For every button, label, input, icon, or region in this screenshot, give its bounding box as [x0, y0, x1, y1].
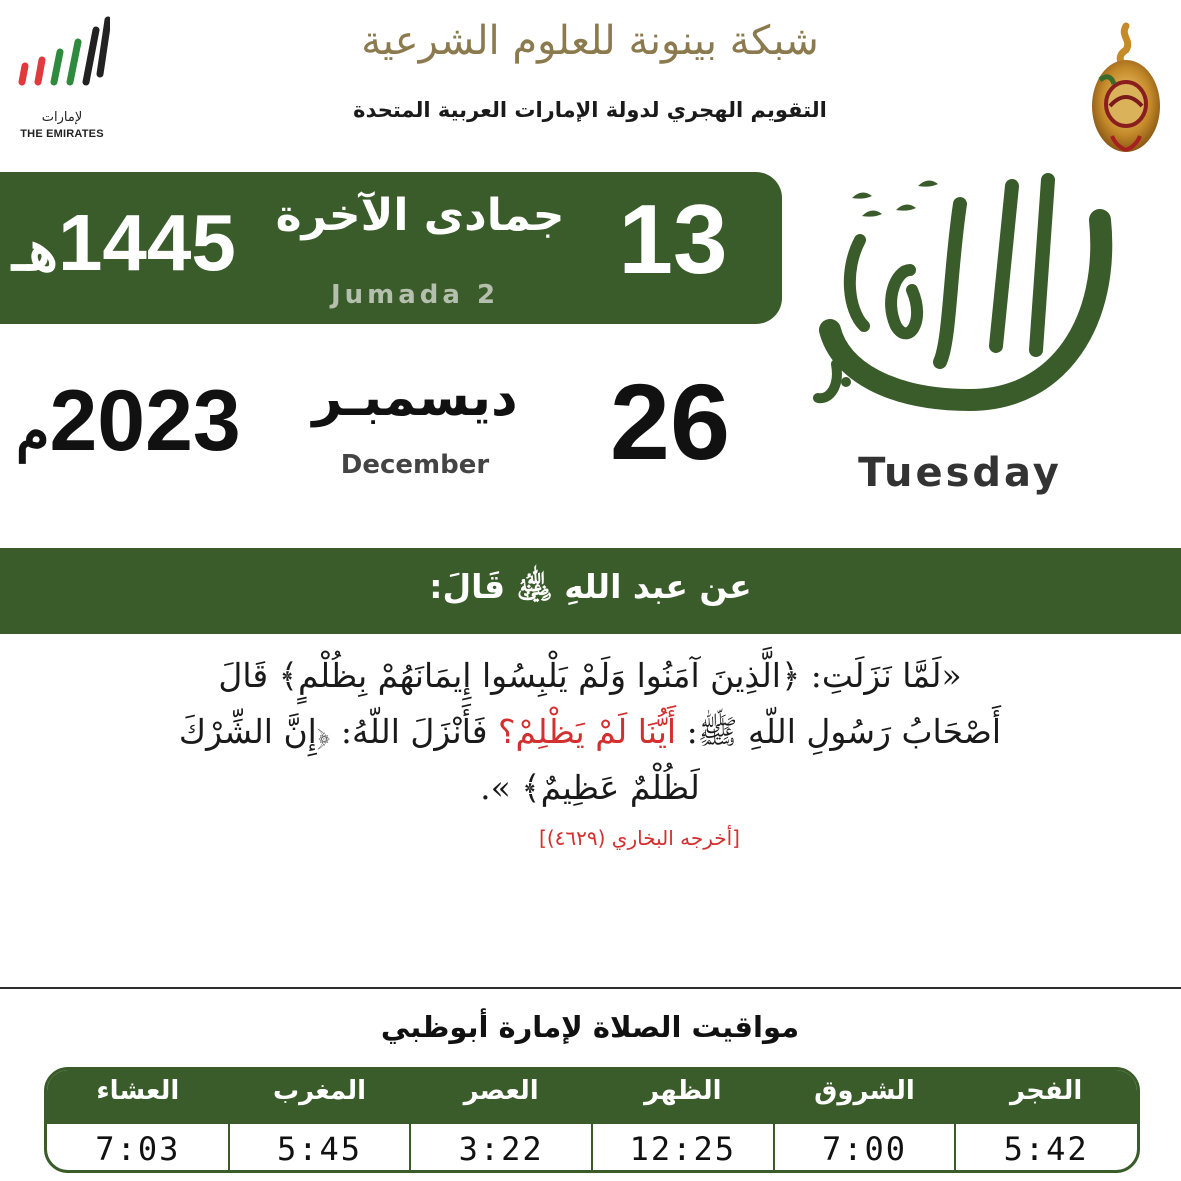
- prayer-time: 7:00: [821, 1130, 908, 1168]
- prayer-name: الفجر: [1010, 1076, 1083, 1106]
- hijri-day: 13: [618, 184, 728, 294]
- prayer-column: [774, 1070, 956, 1170]
- hijri-year-block: [12, 198, 252, 287]
- emirates-bars-icon: [14, 16, 110, 86]
- hadith-narrator: عن عبد اللهِ ﵁ قَالَ:: [429, 567, 752, 606]
- prayer-name: العصر: [463, 1076, 539, 1106]
- emirates-logo-english: THE EMIRATES: [20, 128, 104, 140]
- prayer-column: [410, 1070, 592, 1170]
- gregorian-year-block: [16, 373, 256, 469]
- gregorian-month-arabic: ديسمبـر: [312, 368, 518, 428]
- weekday-english: Tuesday: [858, 450, 1062, 496]
- hijri-year: 1445: [57, 198, 236, 287]
- gregorian-suffix: م: [16, 402, 50, 462]
- hadith-segment: «لَمَّا نَزَلَتِ: ﴿الَّذِينَ آمَنُوا وَلَمْ يَلْبِسُوا إِيمَانَهُمْ بِظُلْمٍ﴾ قَالَ: [218, 656, 962, 695]
- prayer-time: 12:25: [629, 1130, 736, 1168]
- hijri-suffix: هـ: [12, 219, 58, 282]
- hadith-line: [55, 760, 1125, 816]
- hadith-line: [55, 704, 1125, 760]
- gregorian-day: 26: [609, 361, 731, 482]
- prayer-column: [592, 1070, 774, 1170]
- prayer-time: 5:45: [276, 1130, 363, 1168]
- emirates-logo-arabic: لإمارات: [41, 110, 83, 125]
- emirates-logo: [12, 14, 112, 140]
- prayer-time: 5:42: [1003, 1130, 1089, 1168]
- gregorian-month-english: December: [340, 450, 490, 480]
- hadith-segment: أَصْحَابُ رَسُولِ اللّهِ ﷺ:: [676, 712, 1002, 751]
- hadith-line: [55, 648, 1125, 704]
- hadith-text: [55, 648, 1125, 816]
- prayer-time: 3:22: [458, 1130, 544, 1168]
- prayer-times-heading: مواقيت الصلاة لإمارة أبوظبي: [380, 1010, 800, 1044]
- gregorian-year: 2023: [49, 373, 241, 469]
- prayer-name: المغرب: [272, 1076, 367, 1106]
- prayer-time: 7:03: [95, 1130, 181, 1168]
- hijri-month-arabic: جمادى الآخرة: [275, 190, 565, 241]
- hadith-segment: فَأَنْزَلَ اللّهُ: ﴿إِنَّ الشِّرْكَ: [178, 712, 499, 751]
- prayer-name: الشروق: [814, 1076, 915, 1106]
- network-title: شبكة بينونة للعلوم الشرعية: [361, 18, 819, 64]
- hadith-source: [أخرجه البخاري (٤٦٢٩)]: [539, 826, 740, 850]
- prayer-name: العشاء: [96, 1076, 180, 1106]
- prayer-name: الظهر: [644, 1076, 722, 1106]
- prayer-column: [47, 1070, 229, 1170]
- hadith-segment: لَظُلْمٌ عَظِيمٌ﴾ ».: [480, 768, 700, 807]
- prayer-column: [955, 1070, 1137, 1170]
- section-divider: [0, 987, 1181, 989]
- hijri-month-english: Jumada 2: [330, 280, 500, 310]
- prayer-column: [229, 1070, 411, 1170]
- prayer-times-table: [44, 1067, 1140, 1173]
- hadith-highlight: أَيُّنَا لَمْ يَظْلِمْ؟: [498, 712, 677, 751]
- calendar-subtitle: التقويم الهجري لدولة الإمارات العربية المتحدة: [353, 98, 827, 122]
- weekday-calligraphy: [800, 150, 1120, 450]
- brand-emblem-icon: [1080, 22, 1172, 157]
